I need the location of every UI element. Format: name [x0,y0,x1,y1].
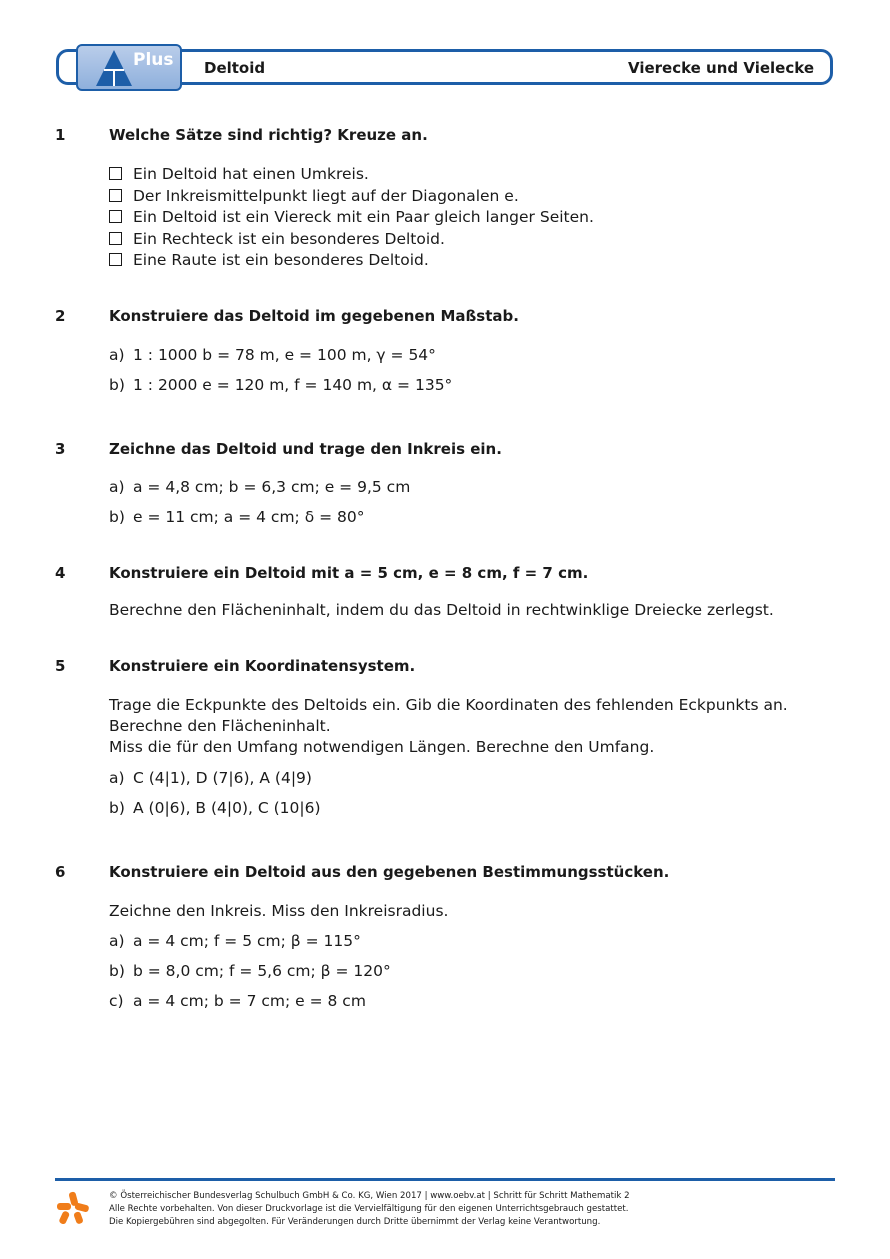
checkbox-label: Ein Rechteck ist ein besonderes Deltoid. [133,230,445,248]
task-text: Berechne den Flächeninhalt, indem du das Deltoid in rechtwinklige Dreiecke zerlegst. [109,601,774,619]
sub-task-text: e = 11 cm; a = 4 cm; δ = 80° [133,508,365,526]
checkbox[interactable] [109,232,122,245]
sub-task-text: 1 : 1000 b = 78 m, e = 100 m, γ = 54° [133,346,436,364]
task-number: 4 [55,564,66,582]
sub-task [109,799,321,817]
plus-logo [76,44,182,91]
task-text: Miss die für den Umfang notwendigen Längen. Berechne den Umfang. [109,738,655,756]
task-title: Konstruiere ein Koordinatensystem. [109,657,416,675]
footer-line: Die Kopiergebühren sind abgegolten. Für Veränderungen durch Dritte übernimmt der Verlag keine Verantwortung. [109,1217,601,1227]
sub-task-label: b) [109,799,125,817]
task-title: Konstruiere das Deltoid im gegebenen Maßstab. [109,307,519,325]
sub-task-label: b) [109,376,125,394]
checkbox-item [109,208,594,226]
sub-task [109,346,436,364]
sub-task-text: 1 : 2000 e = 120 m, f = 140 m, α = 135° [133,376,453,394]
sub-task-text: a = 4 cm; b = 7 cm; e = 8 cm [133,992,366,1010]
sub-task-text: a = 4 cm; f = 5 cm; β = 115° [133,932,361,950]
triangle-logo-icon [94,48,134,88]
task-number: 3 [55,440,66,458]
checkbox-label: Eine Raute ist ein besonderes Deltoid. [133,251,429,269]
sub-task-text: b = 8,0 cm; f = 5,6 cm; β = 120° [133,962,391,980]
checkbox-item [109,251,429,269]
logo-text: Plus [133,50,174,70]
checkbox-item [109,230,445,248]
sub-task [109,376,452,394]
checkbox-label: Der Inkreismittelpunkt liegt auf der Diagonalen e. [133,187,519,205]
sub-task-label: a) [109,346,125,364]
task-number: 2 [55,307,66,325]
footer-divider [55,1178,835,1181]
sub-task-text: A (0|6), B (4|0), C (10|6) [133,799,321,817]
task-number: 6 [55,863,66,881]
sub-task [109,962,391,980]
checkbox-label: Ein Deltoid hat einen Umkreis. [133,165,369,183]
checkbox-item [109,187,519,205]
task-title: Konstruiere ein Deltoid aus den gegebenen Bestimmungsstücken. [109,863,670,881]
sub-task-text: a = 4,8 cm; b = 6,3 cm; e = 9,5 cm [133,478,411,496]
sub-task [109,769,312,787]
page-title: Deltoid [204,59,266,77]
sub-task-label: a) [109,769,125,787]
sub-task [109,508,365,526]
checkbox[interactable] [109,253,122,266]
task-title: Welche Sätze sind richtig? Kreuze an. [109,126,428,144]
publisher-logo-icon [55,1190,91,1226]
task-text: Trage die Eckpunkte des Deltoids ein. Gib die Koordinaten des fehlenden Eckpunkts an. [109,696,788,714]
checkbox[interactable] [109,167,122,180]
sub-task [109,992,366,1010]
checkbox-item [109,165,369,183]
sub-task-label: a) [109,932,125,950]
footer-text [109,1190,630,1229]
sub-task-label: b) [109,508,125,526]
sub-task-label: c) [109,992,124,1010]
page-topic: Vierecke und Vielecke [627,59,814,77]
sub-task-label: b) [109,962,125,980]
sub-task [109,932,361,950]
footer-line: Alle Rechte vorbehalten. Von dieser Druckvorlage ist die Vervielfältigung für den eigenen Unterrichtsgebrauch gestattet. [109,1204,629,1214]
checkbox[interactable] [109,210,122,223]
sub-task [109,478,410,496]
task-title: Konstruiere ein Deltoid mit a = 5 cm, e = 8 cm, f = 7 cm. [109,564,589,582]
checkbox-label: Ein Deltoid ist ein Viereck mit ein Paar gleich langer Seiten. [133,208,594,226]
task-number: 1 [55,126,66,144]
task-text: Berechne den Flächeninhalt. [109,717,331,735]
task-title: Zeichne das Deltoid und trage den Inkreis ein. [109,440,502,458]
footer-line: © Österreichischer Bundesverlag Schulbuch GmbH & Co. KG, Wien 2017 | www.oebv.at | Schritt für Schritt Mathematik 2 [109,1191,630,1201]
sub-task-text: C (4|1), D (7|6), A (4|9) [133,769,312,787]
task-number: 5 [55,657,66,675]
sub-task-label: a) [109,478,125,496]
task-text: Zeichne den Inkreis. Miss den Inkreisradius. [109,902,449,920]
checkbox[interactable] [109,189,122,202]
